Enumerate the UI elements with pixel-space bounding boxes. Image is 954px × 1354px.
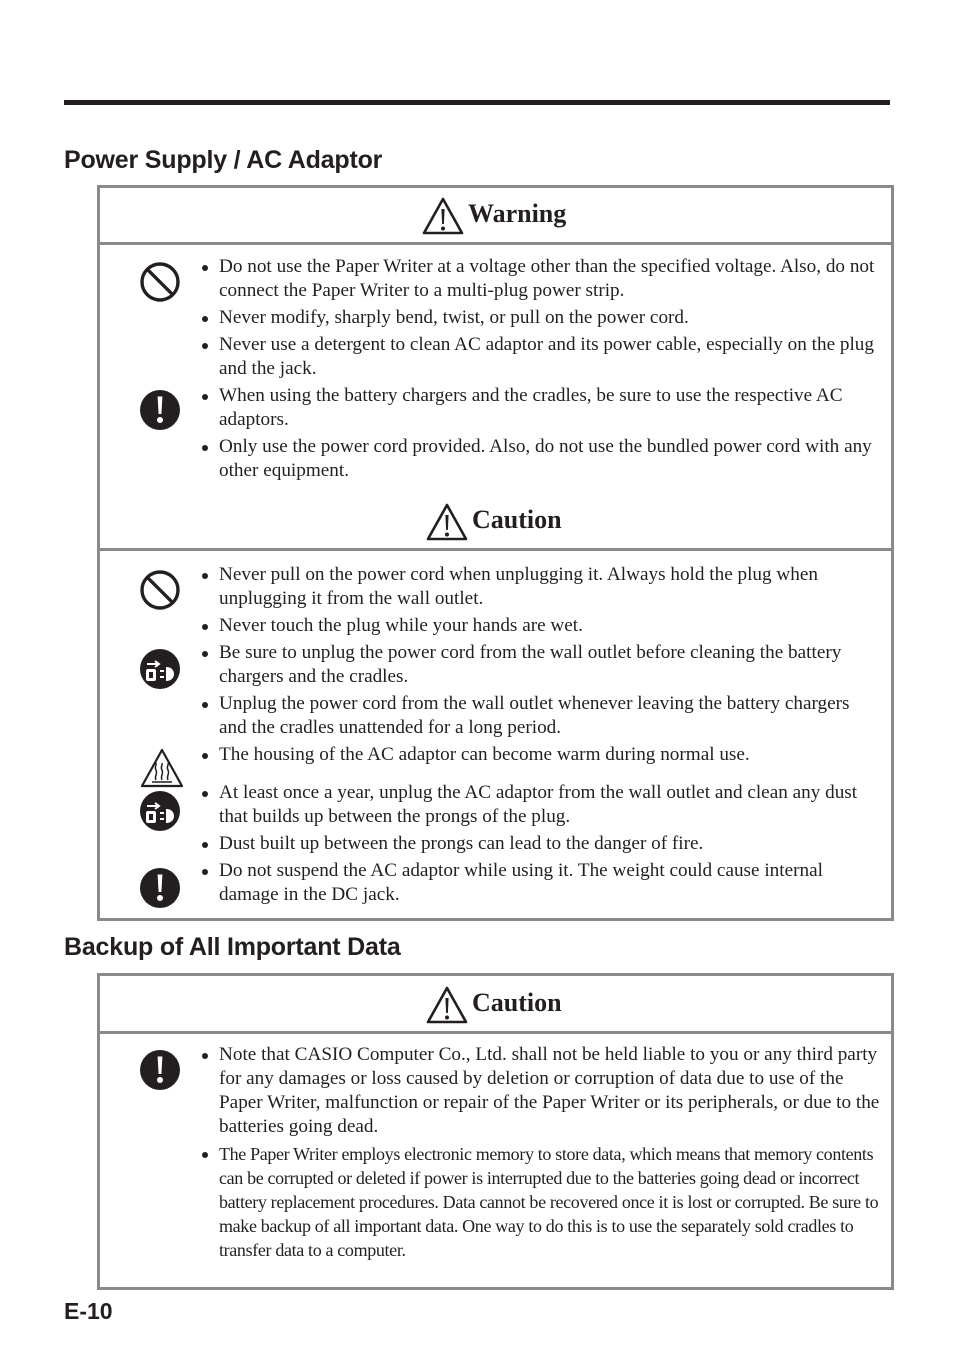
prohibition-icon [138,568,182,612]
list-item: Never touch the plug while your hands are wet. [201,614,881,638]
list-item: Dust built up between the prongs can lead to the danger of fire. [201,832,881,856]
unplug-icon [138,647,182,691]
caution-heading: Caution [472,988,562,1017]
mandatory-action-icon [138,388,182,432]
page-number: E-10 [64,1298,113,1324]
mandatory-action-icon [138,866,182,910]
list-item: Never pull on the power cord when unplugging it. Always hold the plug when unplugging it from the wall outlet. [201,563,881,611]
caution-list [201,563,881,910]
list-item: Note that CASIO Computer Co., Ltd. shall not be held liable to you or any third party for any damages or loss caused by deletion or corruption of data due to use of the Paper Writer, malfunction or repair of the Paper Writer or its peripherals, or due to the batteries going dead. [201,1043,881,1139]
warning-heading: Warning [468,199,567,228]
section-title-power-supply: Power Supply / AC Adaptor [64,146,383,174]
warning-header [100,188,891,245]
caution-heading: Caution [472,505,562,534]
top-rule [64,100,890,105]
list-item: When using the battery chargers and the cradles, be sure to use the respective AC adaptors. [201,384,881,432]
section-title-backup: Backup of All Important Data [64,933,401,961]
warning-triangle-icon [425,985,469,1025]
caution-header [100,976,891,1034]
backup-caution-list [201,1043,881,1142]
list-item: The housing of the AC adaptor can become warm during normal use. [201,743,881,767]
list-item: Be sure to unplug the power cord from the wall outlet before cleaning the battery chargers and the cradles. [201,641,881,689]
warning-list [201,255,881,486]
warning-triangle-icon [425,502,469,542]
list-item: Do not suspend the AC adaptor while using it. The weight could cause internal damage in the DC jack. [201,859,881,907]
list-item: The Paper Writer employs electronic memory to store data, which means that memory contents can be corrupted or deleted if power is interrupted due to the batteries going dead or incorrect battery replacement procedures. Data cannot be recovered once it is lost or corrupted. Be sure to make backup of all important data. One way to do this is to use the separately sold cradles to transfer data to a computer. [201,1142,881,1262]
hot-surface-icon [139,747,185,789]
list-item: At least once a year, unplug the AC adaptor from the wall outlet and clean any dust that builds up between the prongs of the plug. [201,781,881,829]
prohibition-icon [138,260,182,304]
list-item: Do not use the Paper Writer at a voltage other than the specified voltage. Also, do not connect the Paper Writer to a multi-plug power strip. [201,255,881,303]
list-item: Never modify, sharply bend, twist, or pull on the power cord. [201,306,881,330]
caution-header [100,492,891,551]
mandatory-action-icon [138,1048,182,1092]
list-item: Never use a detergent to clean AC adaptor and its power cable, especially on the plug and the jack. [201,333,881,381]
warning-triangle-icon [421,196,465,236]
list-item: Only use the power cord provided. Also, do not use the bundled power cord with any other equipment. [201,435,881,483]
unplug-icon [138,789,182,833]
list-item: Unplug the power cord from the wall outlet whenever leaving the battery chargers and the cradles unattended for a long period. [201,692,881,740]
backup-caution-list-2 [201,1142,881,1265]
